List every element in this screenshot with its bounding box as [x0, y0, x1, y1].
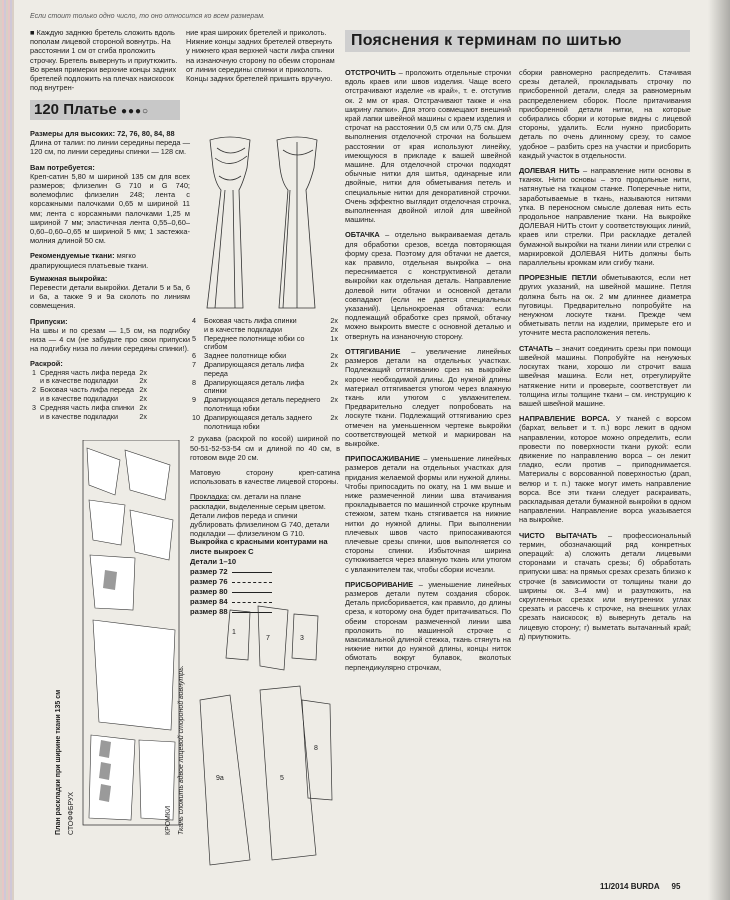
part-q: 2x: [330, 359, 338, 369]
brand-name: BURDA: [630, 882, 660, 891]
issue-number: 11/2014: [600, 882, 629, 891]
part-q: 2x: [330, 395, 338, 405]
term-entry: [519, 68, 691, 160]
term-entry: [345, 230, 511, 340]
term-definition: обметываются, если нет других указаний, на швейной машине. Петля должна быть на ок. 2 мм длиннее диаметра пуговицы. Предварительно попробуйте на ненужном лоскуте ткани. Прежде чем обметывать петли на изделии, примерьте его и уточните места расположения петель.: [519, 273, 691, 338]
part-q: 2x: [139, 402, 147, 412]
part-row: [30, 413, 149, 422]
part-name: Средняя часть лифа переда: [40, 367, 136, 377]
term-definition: – значит соединить срезы при помощи швейной машины. Попробуйте на ненужных лоскутах ткани, хорошо ли строчит ваша швейная машина. Если нет, отрегулируйте натяжение нити и проверьте, соответствует ли толщина иглы толщине ткани – см. инструкцию к вашей швейной машине.: [519, 343, 691, 408]
part-name: и в качестве подкладки: [40, 376, 119, 386]
part-row: [190, 414, 340, 432]
page-footer: [600, 882, 680, 891]
part-n: 1: [32, 367, 36, 377]
size-legend-header: Выкройка с красными контурами на листе выкроек С: [190, 537, 328, 556]
part-q: 2x: [330, 324, 338, 334]
term-name: ПРИПОСАЖИВАНИЕ: [345, 454, 420, 464]
size-legend-parts: Детали 1–10: [190, 557, 237, 566]
part-name: Боковая часть лифа спинки: [204, 316, 297, 325]
parts-block-mid: [190, 317, 340, 538]
part-name: Боковая часть лифа переда: [40, 385, 134, 395]
part-q: 2x: [139, 394, 147, 404]
model-title: [30, 100, 180, 120]
liner-text: см. детали на плане раскладки, выделенные серым цветом. Детали лифов переда и спинки дублировать флизелином G 740, детали подкладки — флизелином G 710.: [190, 492, 330, 539]
svg-text:7: 7: [266, 635, 270, 642]
length-line: Длина от талии: по линии середины переда — 120 см, по линии середины спинки — 128 см.: [30, 138, 190, 157]
term-definition: сборки равномерно распределить. Стачивая срезы деталей, прокладывать строчку по присборенной детали, следя за равномерным распределением сборок. После притачивания присборенной детали нитки, на которые собирались сборки и которые видны с лицевой стороны, удалить. Если нужно присборить деталь по очень длинному срезу, то самое удобное – разбить срез на участки и присборить каждый участок в отдельности.: [519, 68, 691, 160]
part-n: 6: [192, 351, 196, 361]
page-gutter-shadow: [708, 0, 730, 900]
part-name: Драпирующаяся деталь лифа переда: [204, 359, 305, 378]
parts-list-left: [30, 369, 149, 422]
part-q: 2x: [139, 376, 147, 386]
term-definition: – увеличение линейных размеров детали на отдельных участках. Подлежащий оттягиванию срез на выкройке короче необходимой длины. До нужной длины материал оттягивается утюгом через влажную ткань или утюгом с увлажнителем. Предварительно следует попробовать на лоскуте ткани. Подлежащий оттягиванию срез отмечен на уменьшенном чертеже выкройки соответствующей меткой и маркирован на выкройке.: [345, 346, 511, 448]
part-n: 4: [192, 316, 196, 325]
term-name: ОТСТРОЧИТЬ: [345, 68, 396, 77]
size-row: [190, 567, 330, 577]
part-n: 3: [32, 402, 36, 412]
need-label: Вам потребуется:: [30, 162, 95, 172]
term-name: ПРОРЕЗНЫЕ ПЕТЛИ: [519, 273, 597, 283]
size-label: размер 72: [190, 567, 228, 576]
term-entry: [519, 166, 691, 267]
term-name: ДОЛЕВАЯ НИТЬ: [519, 166, 580, 176]
dress-illustration: [195, 128, 335, 318]
allowance-label: Припуски:: [30, 316, 68, 326]
term-definition: – направление нити основы в тканях. Нити основы – это продольные нити, натянутые на ткацком станке. Поперечные нити, заработываемые в ткань, называются нитями утка. В переносном смысле долевая нить есть продольное направление ткани. На выкройке ДОЛЕВАЯ НИТЬ стоит у соответствующих линий, краев или стрелки. При раскладке деталей бумажной выкройки на ткани линии или стрелки с маркировкой ДОЛЕВАЯ НИТЬ должны быть параллельны кромкам или сгибу ткани.: [519, 166, 691, 268]
term-entry: [519, 414, 691, 524]
terms-column-1: [345, 68, 511, 678]
term-name: ЧИСТО ВЫТАЧАТЬ: [519, 530, 598, 540]
layout-plan: [75, 440, 185, 830]
part-name: и в качестве подкладки: [40, 394, 119, 404]
size-line-sample: [232, 572, 272, 573]
term-name: НАПРАВЛЕНИЕ ВОРСА.: [519, 414, 610, 424]
part-row: [190, 335, 340, 353]
sizes-line: Размеры для высоких: 72, 76, 80, 84, 88: [30, 129, 175, 138]
svg-text:9a: 9a: [216, 775, 224, 782]
part-q: 2x: [330, 377, 338, 387]
part-n: 9: [192, 395, 196, 405]
terms-column-2: [519, 68, 691, 647]
term-entry: [519, 344, 691, 408]
part-q: 2x: [330, 351, 338, 361]
top-note: Если стоит только одно число, то оно относится ко всем размерам.: [30, 13, 265, 20]
part-name: Переднее полотнище юбки со сгибом: [204, 333, 305, 352]
part-n: 2: [32, 385, 36, 395]
size-line-sample: [232, 592, 272, 593]
term-definition: – уменьшение линейных размеров детали путем создания сборок. Деталь присборивается, как правило, до длины среза, к которому она будет притачиваться. По обеим сторонам размеченной линии шва проложить по машинной строчке с максимальной длиной стежка, ткань стянуть на нижние нитки до нужной длины, концы ниток обмотать вокруг булавок, вколотых перпендикулярно строчкам,: [345, 579, 511, 672]
allowance-text: На швы и по срезам — 1,5 см, на подгибку низа — 4 см (не забудьте про свои припуски на подгибку низа по линии середины спинки!).: [30, 325, 190, 354]
part-name: Заднее полотнище юбки: [204, 351, 287, 361]
part-row: [190, 396, 340, 414]
part-q: 2x: [139, 385, 147, 395]
parts-list-mid: [190, 317, 340, 431]
dress-back: [277, 137, 317, 308]
term-definition: – уменьшение линейных размеров детали на отдельных участках для придания желаемой формы или нужной длины. Чтобы припосадить по окату, на 1 мм выше и ниже размеченной линии шва втачивания прокладывается по машинной строчке крупным стежком, затем ткань стягивается на нижние нитки до нужной длины. При выполнении плечевых швов часто припосаживаются плечевые срезы спинки, шов выполняется со стороны спинки. Избыточная ширина сутюживается через влажную ткань или утюгом с увлажнителем так, чтобы сборки исчезли.: [345, 454, 511, 574]
section-heading: Пояснения к терминам по шитью: [345, 30, 690, 52]
part-n: 8: [192, 377, 196, 387]
size-label: размер 76: [190, 577, 228, 586]
term-definition: – отдельно выкраиваемая деталь для обработки срезов, всегда повторяющая форму среза. Поэтому для обтачки не дается, как правило, отдельная выкройка – она переснимается с конструктивной детали выкройки как отдельная деталь. Направление долевой нити обтачки и основной детали совпадают (если не дается специальных указаний). Цельнокроеная обтачка: если подлежащий обработке срез прямой, обтачку можно выкроить вместе с основной деталью и отвернуть на изнаночную сторону.: [345, 230, 511, 341]
strap-text-2: ние края широких бретелей и приколоть. Нижние концы задних бретелей отвернуть у нижнего края верхней части лифа спинки на изнаночную сторону по обеим сторонам от линии середины спинки и приколоть. Концы задних бретелей пришить вручную.: [186, 28, 335, 84]
size-row: [190, 587, 330, 597]
part-n: 10: [192, 412, 200, 422]
part-q: 2x: [139, 411, 147, 421]
strap-instructions: [30, 28, 180, 92]
svg-text:5: 5: [280, 775, 284, 782]
part-q: 1x: [330, 333, 338, 343]
part-row: [190, 379, 340, 397]
part-q: 2x: [139, 367, 147, 377]
size-label: размер 80: [190, 587, 228, 596]
page-number: 95: [671, 882, 681, 891]
matte-text: Матовую сторону креп-сатина использовать в качестве лицевой стороны.: [190, 467, 340, 487]
size-line-sample: [232, 582, 272, 583]
dress-front: [207, 137, 250, 308]
term-name: ПРИСБОРИВАНИЕ: [345, 579, 414, 589]
term-entry: [345, 347, 511, 448]
part-name: Драпирующаяся деталь переднего полотнища юбки: [204, 395, 321, 413]
part-n: 7: [192, 359, 196, 369]
term-definition: У тканей с ворсом (бархат, вельвет и т. п.) ворс лежит в одном направлении, которое можно определить, если провести по поверхности ткани рукой: если движение по направлению ворса – он лежит гладко, если против – приподнимается. Материалы с ворсованной поверхностью (драп, велюр и т. п.) также могут иметь направление ворса. Все эти ткани следует раскраивать, раскладывая детали бумажной выкройки в одном направлении. Направление ворса указывается на выкройке.: [519, 414, 691, 525]
term-definition: – профессиональный термин, обозначающий ряд конкретных операций: а) сложить детали лицевыми сторонами и стачать срезы; б) обработать припуски шва: на прямых срезах срезать близко к строчке (в зависимости от толщины ткани до ширины ок. 3–4 мм) и разутюжить, на скругленных срезах или внутренних углах срезать и рассечь к строчке, на внешних углах срезать наискосок; в) вывернуть деталь на лицевую сторону; г) выметать вытачанный край; д) приутюжить.: [519, 530, 691, 641]
model-title-text: 120 Платье: [34, 101, 117, 118]
need-text: Креп-сатин 5,80 м шириной 135 см для всех размеров; флизелин G 710 и G 740; волемофлис флизелин 248; лента с корсажными палочками 0,65 м шириной 11 мм; лента с корсажными палочками 1,25 м шириной 7 мм; эластичная лента 0,55–0,60–0,60–0,60–0,65 м шириной 5 мм; 1 застежка-молния длиной 50 см.: [30, 171, 190, 246]
paper-label: Бумажная выкройка:: [30, 273, 108, 283]
svg-text:1: 1: [232, 629, 236, 636]
term-entry: [345, 68, 511, 224]
fold-label: СТОФФБРУХ: [68, 791, 75, 835]
part-name: Драпирующаяся деталь заднего полотнища юбки: [204, 412, 312, 431]
part-name: и в качестве подкладки: [40, 411, 119, 421]
size-row: [190, 577, 330, 587]
pattern-pieces: [190, 600, 340, 870]
rec-label: Рекомендуемые ткани:: [30, 251, 115, 261]
term-definition: – проложить отдельные строчки вдоль краев или швов изделия. Чаще всего отстрачивают изделие «в край», т. е. отступив ок. 2 мм от края. Отстрачивают также и «на ширину лапки». Для этого совмещают внешний край лапки швейной машины с краем изделия и строчат на расстоянии 0,5 см или 0,75 см. Для выполнения отделочной строчки на большем расстоянии от края используют линейку, имеющуюся в прикладе к вашей швейной машине. Для отделочной строчки подходят обычные нитки для шитья, одинарные или двойные, нитки для обметывания петель и специальные нитки для декоративной строчки. Очень эффектно выглядит отделочная строчка, выполненная двойной иглой для швейной машины.: [345, 68, 511, 225]
term-entry: [519, 273, 691, 337]
part-q: 2x: [330, 316, 338, 325]
term-entry: [345, 580, 511, 672]
part-name: Средняя часть лифа спинки: [40, 402, 135, 412]
part-n: [30, 413, 38, 422]
layout-plan-label: План раскладки при ширине ткани 135 см: [55, 689, 62, 835]
term-entry: [519, 531, 691, 641]
materials-block: [30, 129, 190, 421]
liner-label: Прокладка:: [190, 492, 230, 502]
rec-text: мягко драпирующиеся платьевые ткани.: [30, 251, 149, 270]
strap-instructions-cont: [186, 28, 336, 83]
fold-note: Ткань сложить вдвое лицевой стороной вовнутрь.: [178, 665, 185, 835]
part-row: [190, 361, 340, 379]
term-name: ОБТАЧКА: [345, 230, 380, 240]
strap-text-1: ■ Каждую заднюю бретель сложить вдоль пополам лицевой стороной вовнутрь. На расстоянии 1 см от сгиба проложить строчку. Бретель вывернуть и приутюжить. Во время примерки верхние концы задних бретелей подложить на плечах наискосок под внутрен-: [30, 28, 178, 93]
svg-text:3: 3: [300, 635, 304, 642]
straps-text: 2 рукава (раскрой по косой) шириной по 50-51-52-53-54 см и длиной по 40 см, в готовом виде 20 см.: [190, 434, 340, 462]
difficulty-rating: ●●●○: [120, 106, 150, 117]
svg-text:8: 8: [314, 745, 318, 752]
part-q: 2x: [330, 412, 338, 422]
part-n: 5: [192, 333, 196, 343]
term-name: ОТТЯГИВАНИЕ: [345, 346, 401, 356]
cut-label: Раскрой:: [30, 359, 63, 369]
size-label: размер 88: [190, 607, 228, 616]
term-name: СТАЧАТЬ: [519, 343, 553, 353]
size-label: размер 84: [190, 597, 228, 606]
part-name: и в качестве подкладки: [204, 324, 283, 334]
part-name: Драпирующаяся деталь лифа спинки: [204, 377, 305, 396]
binding-edge: [0, 0, 14, 900]
term-entry: [345, 454, 511, 574]
paper-text: Перевести детали выкройки. Детали 5 и 5а, 6 и 6а, а также 9 и 9а сколоть по линиям совмещения.: [30, 283, 190, 311]
edges-label: КРОМКИ: [165, 806, 172, 835]
